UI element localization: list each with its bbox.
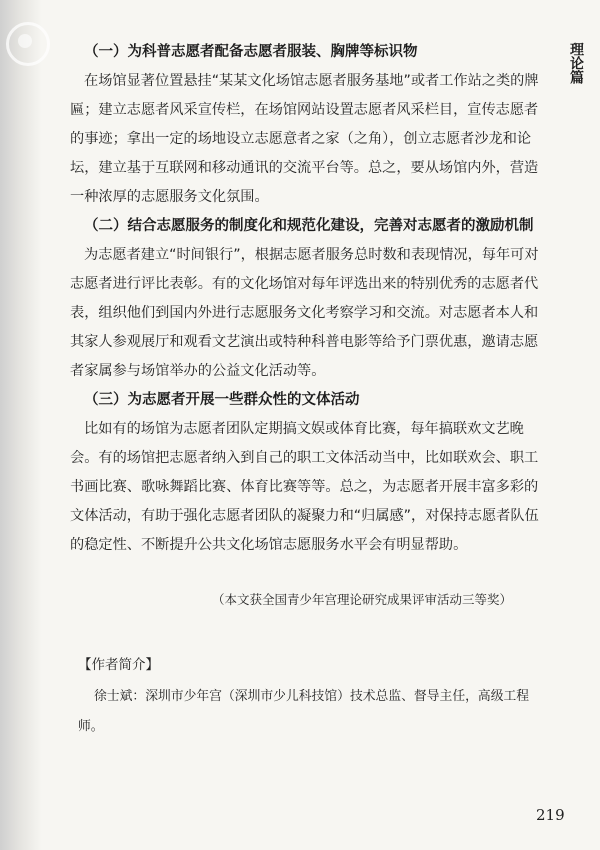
binding-shadow [0,0,42,850]
award-note: （本文获全国青少年宫理论研究成果评审活动三等奖） [212,592,513,607]
page-number: 219 [536,806,565,824]
section-1-heading: （一）为科普志愿者配备志愿者服装、胸牌等标识物 [84,44,418,60]
section-2-heading: （二）结合志愿服务的制度化和规范化建设，完善对志愿者的激励机制 [84,218,534,234]
section-3-paragraph: 比如有的场馆为志愿者团队定期搞文娱或体育比赛，每年搞联欢文艺晚会。有的场馆把志愿者纳入到自己的职工文体活动当中，比如联欢会、职工书画比赛、歌咏舞蹈比赛、体育比赛等等。总之，为志愿者开展丰富多彩的文体活动，有助于强化志愿者团队的凝聚力和“归属感”，对保持志愿者队伍的稳定性、不断提升公共文化场馆志愿服务水平会有明显帮助。 [70,421,539,553]
author-intro-title: 【作者简介】 [78,657,159,673]
author-bio: 徐士斌：深圳市少年宫（深圳市少儿科技馆）技术总监、督导主任，高级工程师。 [78,689,530,734]
section-2-paragraph: 为志愿者建立“时间银行”，根据志愿者服务总时数和表现情况，每年可对志愿者进行评比表彰。有的文化场馆对每年评选出来的特别优秀的志愿者代表，组织他们到国内外进行志愿服务文化考察学习和交流。对志愿者本人和其家人参观展厅和观看文艺演出或特种科普电影等给予门票优惠，邀请志愿者家属参与场馆举办的公益文化活动等。 [70,247,539,379]
section-3-heading: （三）为志愿者开展一些群众性的文体活动 [84,392,360,408]
section-side-label: 理论篇 [568,42,584,84]
section-1-paragraph: 在场馆显著位置悬挂“某某文化场馆志愿者服务基地”或者工作站之类的牌匾；建立志愿者风采宣传栏，在场馆网站设置志愿者风采栏目，宣传志愿者的事迹；拿出一定的场地设立志愿意者之家（之角），创立志愿者沙龙和论坛，建立基于互联网和移动通讯的交流平台等。总之，要从场馆内外，营造一种浓厚的志愿服务文化氛围。 [70,73,539,205]
watermark-logo-icon [6,22,50,66]
article-body [70,38,548,560]
